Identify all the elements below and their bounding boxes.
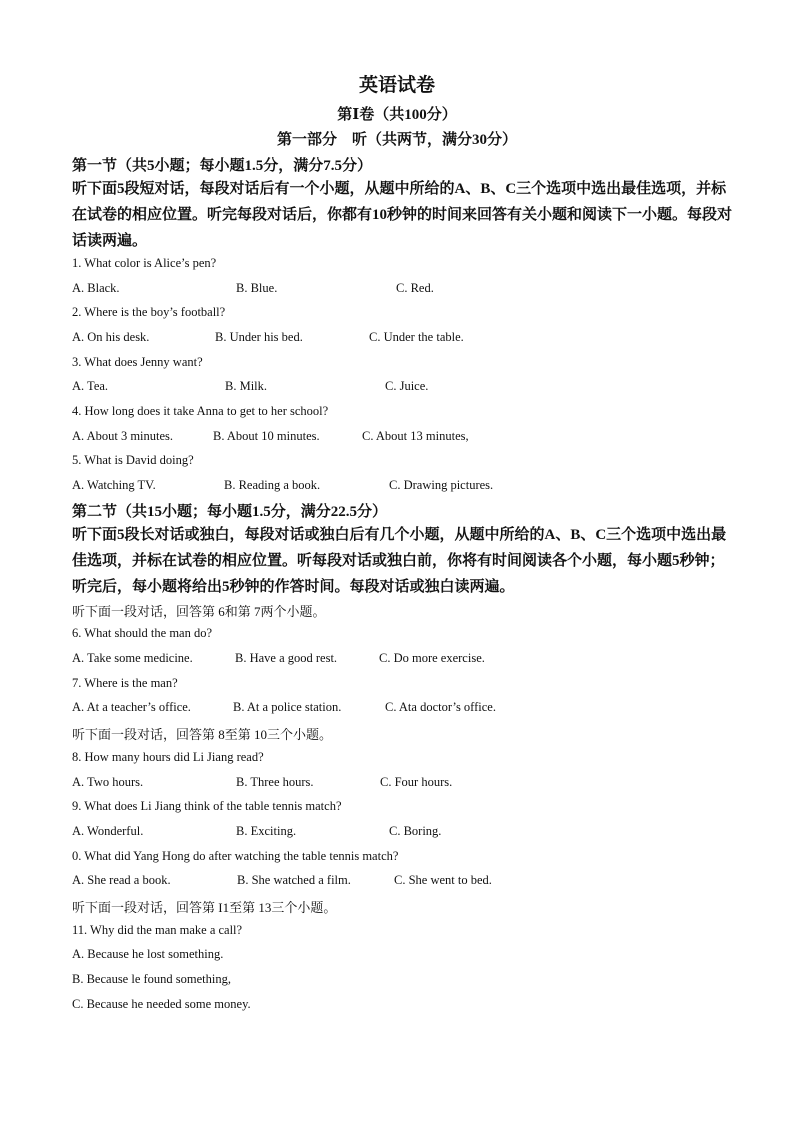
option-9b: B. Exciting. — [236, 824, 297, 838]
option-9a: A. Wonderful. — [72, 824, 144, 838]
option-3c: C. Juice. — [385, 379, 429, 393]
question-6: 6. What should the man do? — [72, 626, 213, 640]
option-10a: A. She read a book. — [72, 873, 171, 887]
option-8b: B. Three hours. — [236, 775, 314, 789]
question-4: 4. How long does it take Anna to get to her school? — [72, 404, 329, 418]
option-7a: A. At a teacher’s office. — [72, 700, 191, 714]
option-3b: B. Milk. — [225, 379, 268, 393]
option-5c: C. Drawing pictures. — [389, 478, 494, 492]
option-7c: C. Ata doctor’s office. — [385, 700, 496, 714]
option-6c: C. Do more exercise. — [379, 651, 485, 665]
option-4a: A. About 3 minutes. — [72, 429, 174, 443]
option-1a: A. Black. — [72, 281, 120, 295]
option-4b: B. About 10 minutes. — [213, 429, 320, 443]
section2-heading: 第二节（共15小题；每小题1.5分，满分22.5分） — [72, 504, 388, 520]
question-8: 8. How many hours did Li Jiang read? — [72, 750, 264, 764]
option-7b: B. At a police station. — [233, 700, 342, 714]
option-5b: B. Reading a book. — [224, 478, 321, 492]
listening-note-1: 听下面一段对话，回答第 6和第 7两个小题。 — [72, 604, 326, 619]
option-10c: C. She went to bed. — [394, 873, 492, 887]
part-heading: 第一部分 听（共两节，满分30分） — [276, 132, 517, 148]
option-11c: C. Because he needed some money. — [72, 997, 251, 1011]
option-11a: A. Because he lost something. — [72, 947, 224, 961]
option-6b: B. Have a good rest. — [235, 651, 338, 665]
option-11b: B. Because le found something, — [72, 972, 231, 986]
volume-heading: 第Ⅰ卷（共100分） — [337, 107, 457, 123]
option-6a: A. Take some medicine. — [72, 651, 193, 665]
option-2b: B. Under his bed. — [215, 330, 303, 344]
question-1: 1. What color is Alice’s pen? — [72, 256, 217, 270]
question-11: 11. Why did the man make a call? — [72, 923, 243, 937]
option-2c: C. Under the table. — [369, 330, 464, 344]
exam-title: 英语试卷 — [358, 75, 435, 96]
question-5: 5. What is David doing? — [72, 453, 194, 467]
listening-note-3: 听下面一段对话，回答第 I1至第 13三个小题。 — [72, 900, 337, 915]
option-10b: B. She watched a film. — [237, 873, 351, 887]
option-9c: C. Boring. — [389, 824, 442, 838]
option-8a: A. Two hours. — [72, 775, 144, 789]
option-8c: C. Four hours. — [380, 775, 453, 789]
option-3a: A. Tea. — [72, 379, 109, 393]
listening-note-2: 听下面一段对话，回答第 8至第 10三个小题。 — [72, 727, 333, 742]
option-2a: A. On his desk. — [72, 330, 150, 344]
option-1b: B. Blue. — [236, 281, 278, 295]
section1-heading: 第一节（共5小题；每小题1.5分，满分7.5分） — [72, 158, 373, 174]
question-2: 2. Where is the boy’s football? — [72, 305, 226, 319]
option-5a: A. Watching TV. — [72, 478, 156, 492]
section2-instructions: 听下面5段长对话或独白，每段对话或独白后有几个小题，从题中所给的A、B、C三个选项中选出最佳选项，并标在试卷的相应位置。听每段对话或独白前，你将有时间阅读各个小题，每小题5秒钟；听完后，每小题将给出5秒钟的作答时间。每段对话或独白读两遍。 — [72, 527, 727, 595]
option-4c: C. About 13 minutes, — [362, 429, 469, 443]
question-7: 7. Where is the man? — [72, 676, 178, 690]
option-1c: C. Red. — [396, 281, 434, 295]
question-3: 3. What does Jenny want? — [72, 355, 203, 369]
question-9: 9. What does Li Jiang think of the table tennis match? — [72, 799, 342, 813]
section1-instructions: 听下面5段短对话，每段对话后有一个小题，从题中所给的A、B、C三个选项中选出最佳选项，并标在试卷的相应位置。听完每段对话后，你都有10秒钟的时间来回答有关小题和阅读下一小题。每段对话读两遍。 — [72, 181, 733, 249]
question-10: 0. What did Yang Hong do after watching the table tennis match? — [72, 849, 399, 863]
